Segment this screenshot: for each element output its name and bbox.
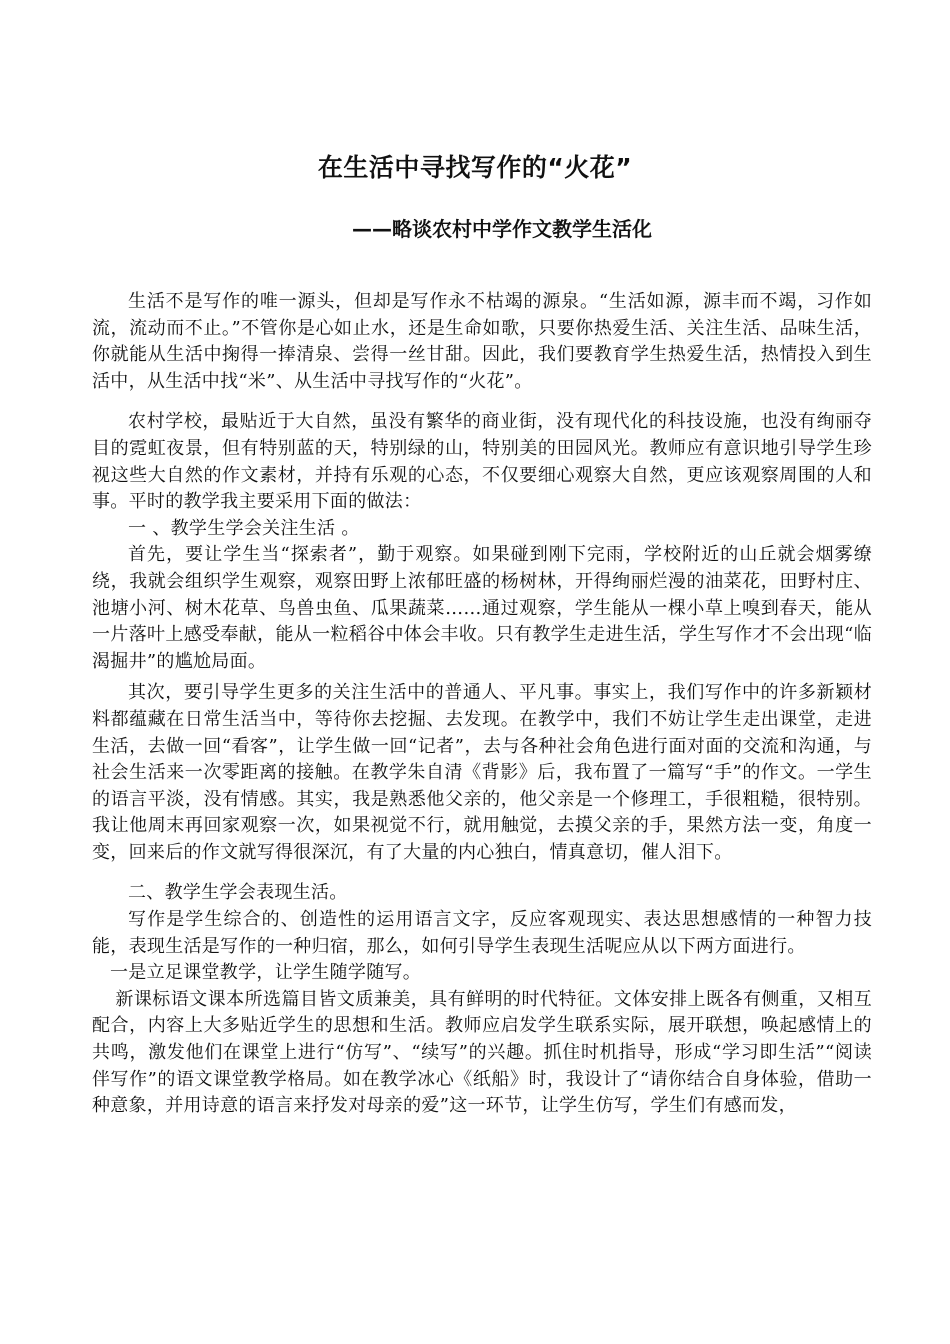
paragraph-textbook: 新课标语文课本所选篇目皆文质兼美，具有鲜明的时代特征。文体安排上既各有侧重，又相互配合，内容上大多贴近学生的思想和生活。教师应启发学生联系实际，展开联想，唤起感情上的共鸣，激发他们在课堂上进行“仿写”、“续写”的兴趣。抓住时机指导，形成“学习即生活”“阅读伴写作”的语文课堂教学格局。如在教学冰心《纸船》时，我设计了“请你结合自身体验，借助一种意象，并用诗意的语言来抒发对母亲的爱”这一环节，让学生仿写，学生们有感而发， [92,988,872,1117]
document-title: 在生活中寻找写作的“火花” [317,153,633,182]
paragraph-rural-school: 农村学校，最贴近于大自然，虽没有繁华的商业街，没有现代化的科技设施，也没有绚丽夺目的霓虹夜景，但有特别蓝的天，特别绿的山，特别美的田园风光。教师应有意识地引导学生珍视这些大自然的作文素材，并持有乐观的心态，不仅要细心观察大自然，更应该观察周围的人和事。平时的教学我主要采用下面的做法： [92,411,872,513]
subsection-heading-1: 一是立足课堂教学，让学生随学随写。 [110,962,422,984]
paragraph-writing: 写作是学生综合的、创造性的运用语言文字，反应客观现实、表达思想感情的一种智力技能，表现生活是写作的一种归宿，那么，如何引导学生表现生活呢应从以下两方面进行。 [92,909,872,957]
document-subtitle: ——略谈农村中学作文教学生活化 [352,217,652,241]
section-heading-1: 一 、教学生学会关注生活 。 [128,517,360,539]
paragraph-intro: 生活不是写作的唯一源头，但却是写作永不枯竭的源泉。“生活如源，源丰而不竭，习作如流，流动而不止。”不管你是心如止水，还是生命如歌，只要你热爱生活、关注生活、品味生活，你就能从生活中掬得一捧清泉、尝得一丝甘甜。因此，我们要教育学生热爱生活，热情投入到生活中，从生活中找“米”、从生活中寻找写作的“火花”。 [92,291,872,392]
section-heading-2: 二、教学生学会表现生活。 [128,882,348,904]
document-body [92,289,872,1120]
paragraph-first: 首先，要让学生当“探索者”，勤于观察。如果碰到刚下完雨，学校附近的山丘就会烟雾缭绕，我就会组织学生观察，观察田野上浓郁旺盛的杨树林，开得绚丽烂漫的油菜花，田野村庄、池塘小河、树木花草、鸟兽虫鱼、瓜果蔬菜……通过观察，学生能从一棵小草上嗅到春天，能从一片落叶上感受奉献，能从一粒稻谷中体会丰收。只有教学生走进生活，学生写作才不会出现“临渴掘井”的尴尬局面。 [92,544,872,672]
paragraph-second: 其次，要引导学生更多的关注生活中的普通人、平凡事。事实上，我们写作中的许多新颖材料都蕴藏在日常生活当中，等待你去挖掘、去发现。在教学中，我们不妨让学生走出课堂，走进生活，去做一回“看客”，让学生做一回“记者”，去与各种社会角色进行面对面的交流和沟通，与社会生活来一次零距离的接触。在教学朱自清《背影》后，我布置了一篇写“手”的作文。一学生的语言平淡，没有情感。其实，我是熟悉他父亲的，他父亲是一个修理工，手很粗糙，很特别。我让他周末再回家观察一次，如果视觉不行，就用触觉，去摸父亲的手，果然方法一变，角度一变，回来后的作文就写得很深沉，有了大量的内心独白，情真意切，催人泪下。 [92,682,872,863]
